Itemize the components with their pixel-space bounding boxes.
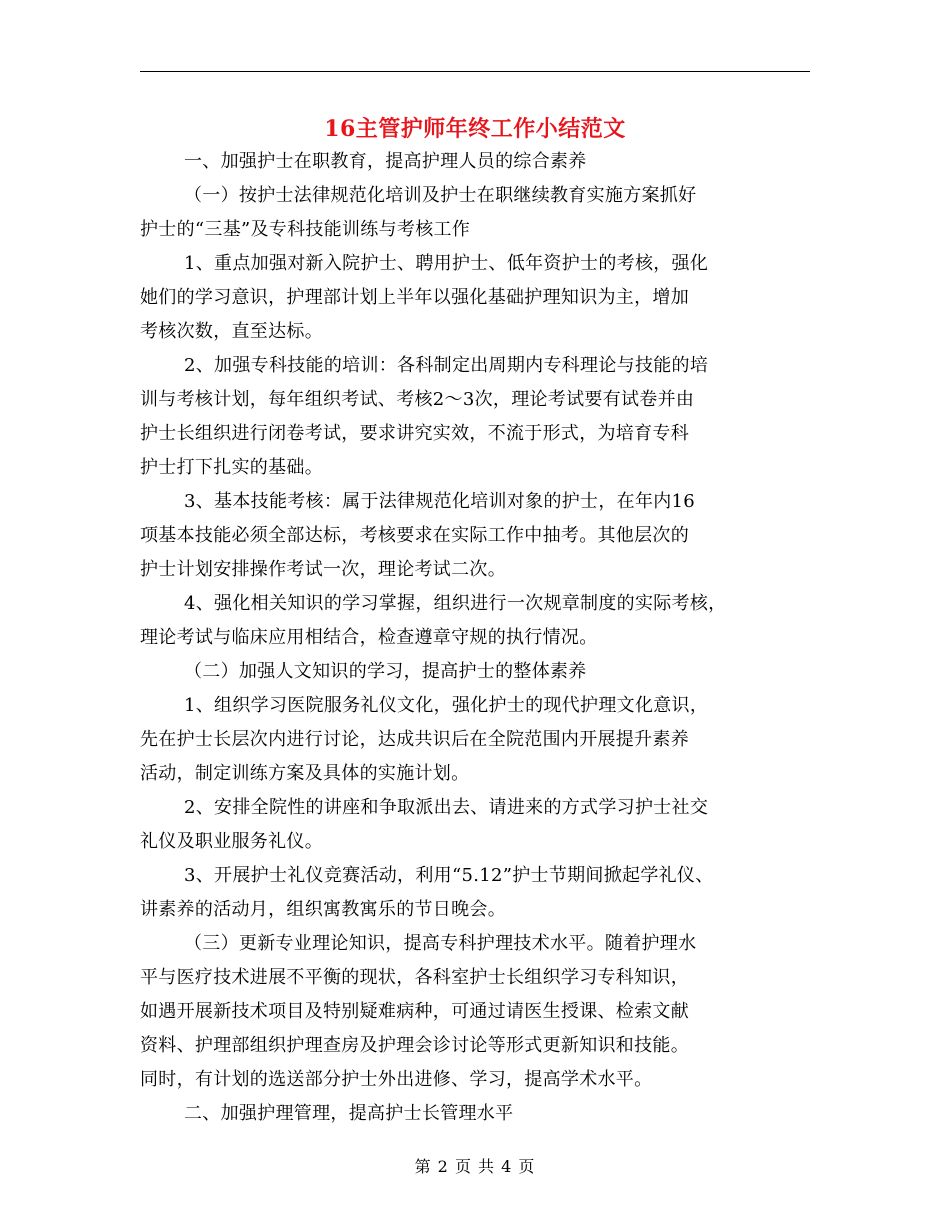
text-line: 护士打下扎实的基础。	[140, 457, 323, 478]
text-line: 同时，有计划的选送部分护士外出进修、学习，提高学术水平。	[140, 1069, 653, 1090]
text-line: 项基本技能必须全部达标，考核要求在实际工作中抽考。其他层次的	[140, 525, 689, 546]
text-line: 护士的“三基”及专科技能训练与考核工作	[140, 219, 471, 240]
text-line: 训与考核计划，每年组织考试、考核2～3次，理论考试要有试卷并由	[140, 389, 695, 410]
text-line: 礼仪及职业服务礼仪。	[140, 831, 323, 852]
text-line: 讲素养的活动月，组织寓教寓乐的节日晚会。	[140, 899, 506, 920]
page-footer: 第 2 页 共 4 页	[414, 1157, 536, 1176]
text-line: 1、重点加强对新入院护士、聘用护士、低年资护士的考核，强化	[184, 253, 709, 274]
text-line: 1、组织学习医院服务礼仪文化，强化护士的现代护理文化意识，	[184, 695, 709, 716]
text-line: 资料、护理部组织护理查房及护理会诊讨论等形式更新知识和技能。	[140, 1035, 689, 1056]
text-line: （三）更新专业理论知识，提高专科护理技术水平。随着护理水	[184, 933, 697, 954]
text-line: 平与医疗技术进展不平衡的现状，各科室护士长组织学习专科知识，	[140, 967, 689, 988]
text-line: （一）按护士法律规范化培训及护士在职继续教育实施方案抓好	[184, 185, 697, 206]
text-line: 先在护士长层次内进行讨论，达成共识后在全院范围内开展提升素养	[140, 729, 689, 750]
text-line: 3、基本技能考核：属于法律规范化培训对象的护士，在年内16	[184, 491, 696, 512]
text-line: 2、加强专科技能的培训：各科制定出周期内专科理论与技能的培	[184, 355, 709, 376]
text-line: 考核次数，直至达标。	[140, 321, 323, 342]
text-line: 活动，制定训练方案及具体的实施计划。	[140, 763, 470, 784]
text-line: 护士计划安排操作考试一次，理论考试二次。	[140, 559, 506, 580]
text-line: （二）加强人文知识的学习，提高护士的整体素养	[184, 661, 587, 682]
text-line: 理论考试与临床应用相结合，检查遵章守规的执行情况。	[140, 627, 598, 648]
text-line: 她们的学习意识，护理部计划上半年以强化基础护理知识为主，增加	[140, 287, 689, 308]
header-rule	[140, 71, 810, 72]
document-title: 16主管护师年终工作小结范文	[324, 116, 626, 142]
text-line: 3、开展护士礼仪竞赛活动，利用“5.12”护士节期间掀起学礼仪、	[184, 865, 714, 886]
document-body	[140, 145, 812, 1131]
text-line: 一、加强护士在职教育，提高护理人员的综合素养	[184, 151, 587, 172]
text-line: 护士长组织进行闭卷考试，要求讲究实效，不流于形式，为培育专科	[140, 423, 689, 444]
text-line: 4、强化相关知识的学习掌握，组织进行一次规章制度的实际考核，	[184, 593, 727, 614]
text-line: 2、安排全院性的讲座和争取派出去、请进来的方式学习护士社交	[184, 797, 709, 818]
text-line: 如遇开展新技术项目及特别疑难病种，可通过请医生授课、检索文献	[140, 1001, 689, 1022]
text-line: 二、加强护理管理，提高护士长管理水平	[184, 1103, 514, 1124]
